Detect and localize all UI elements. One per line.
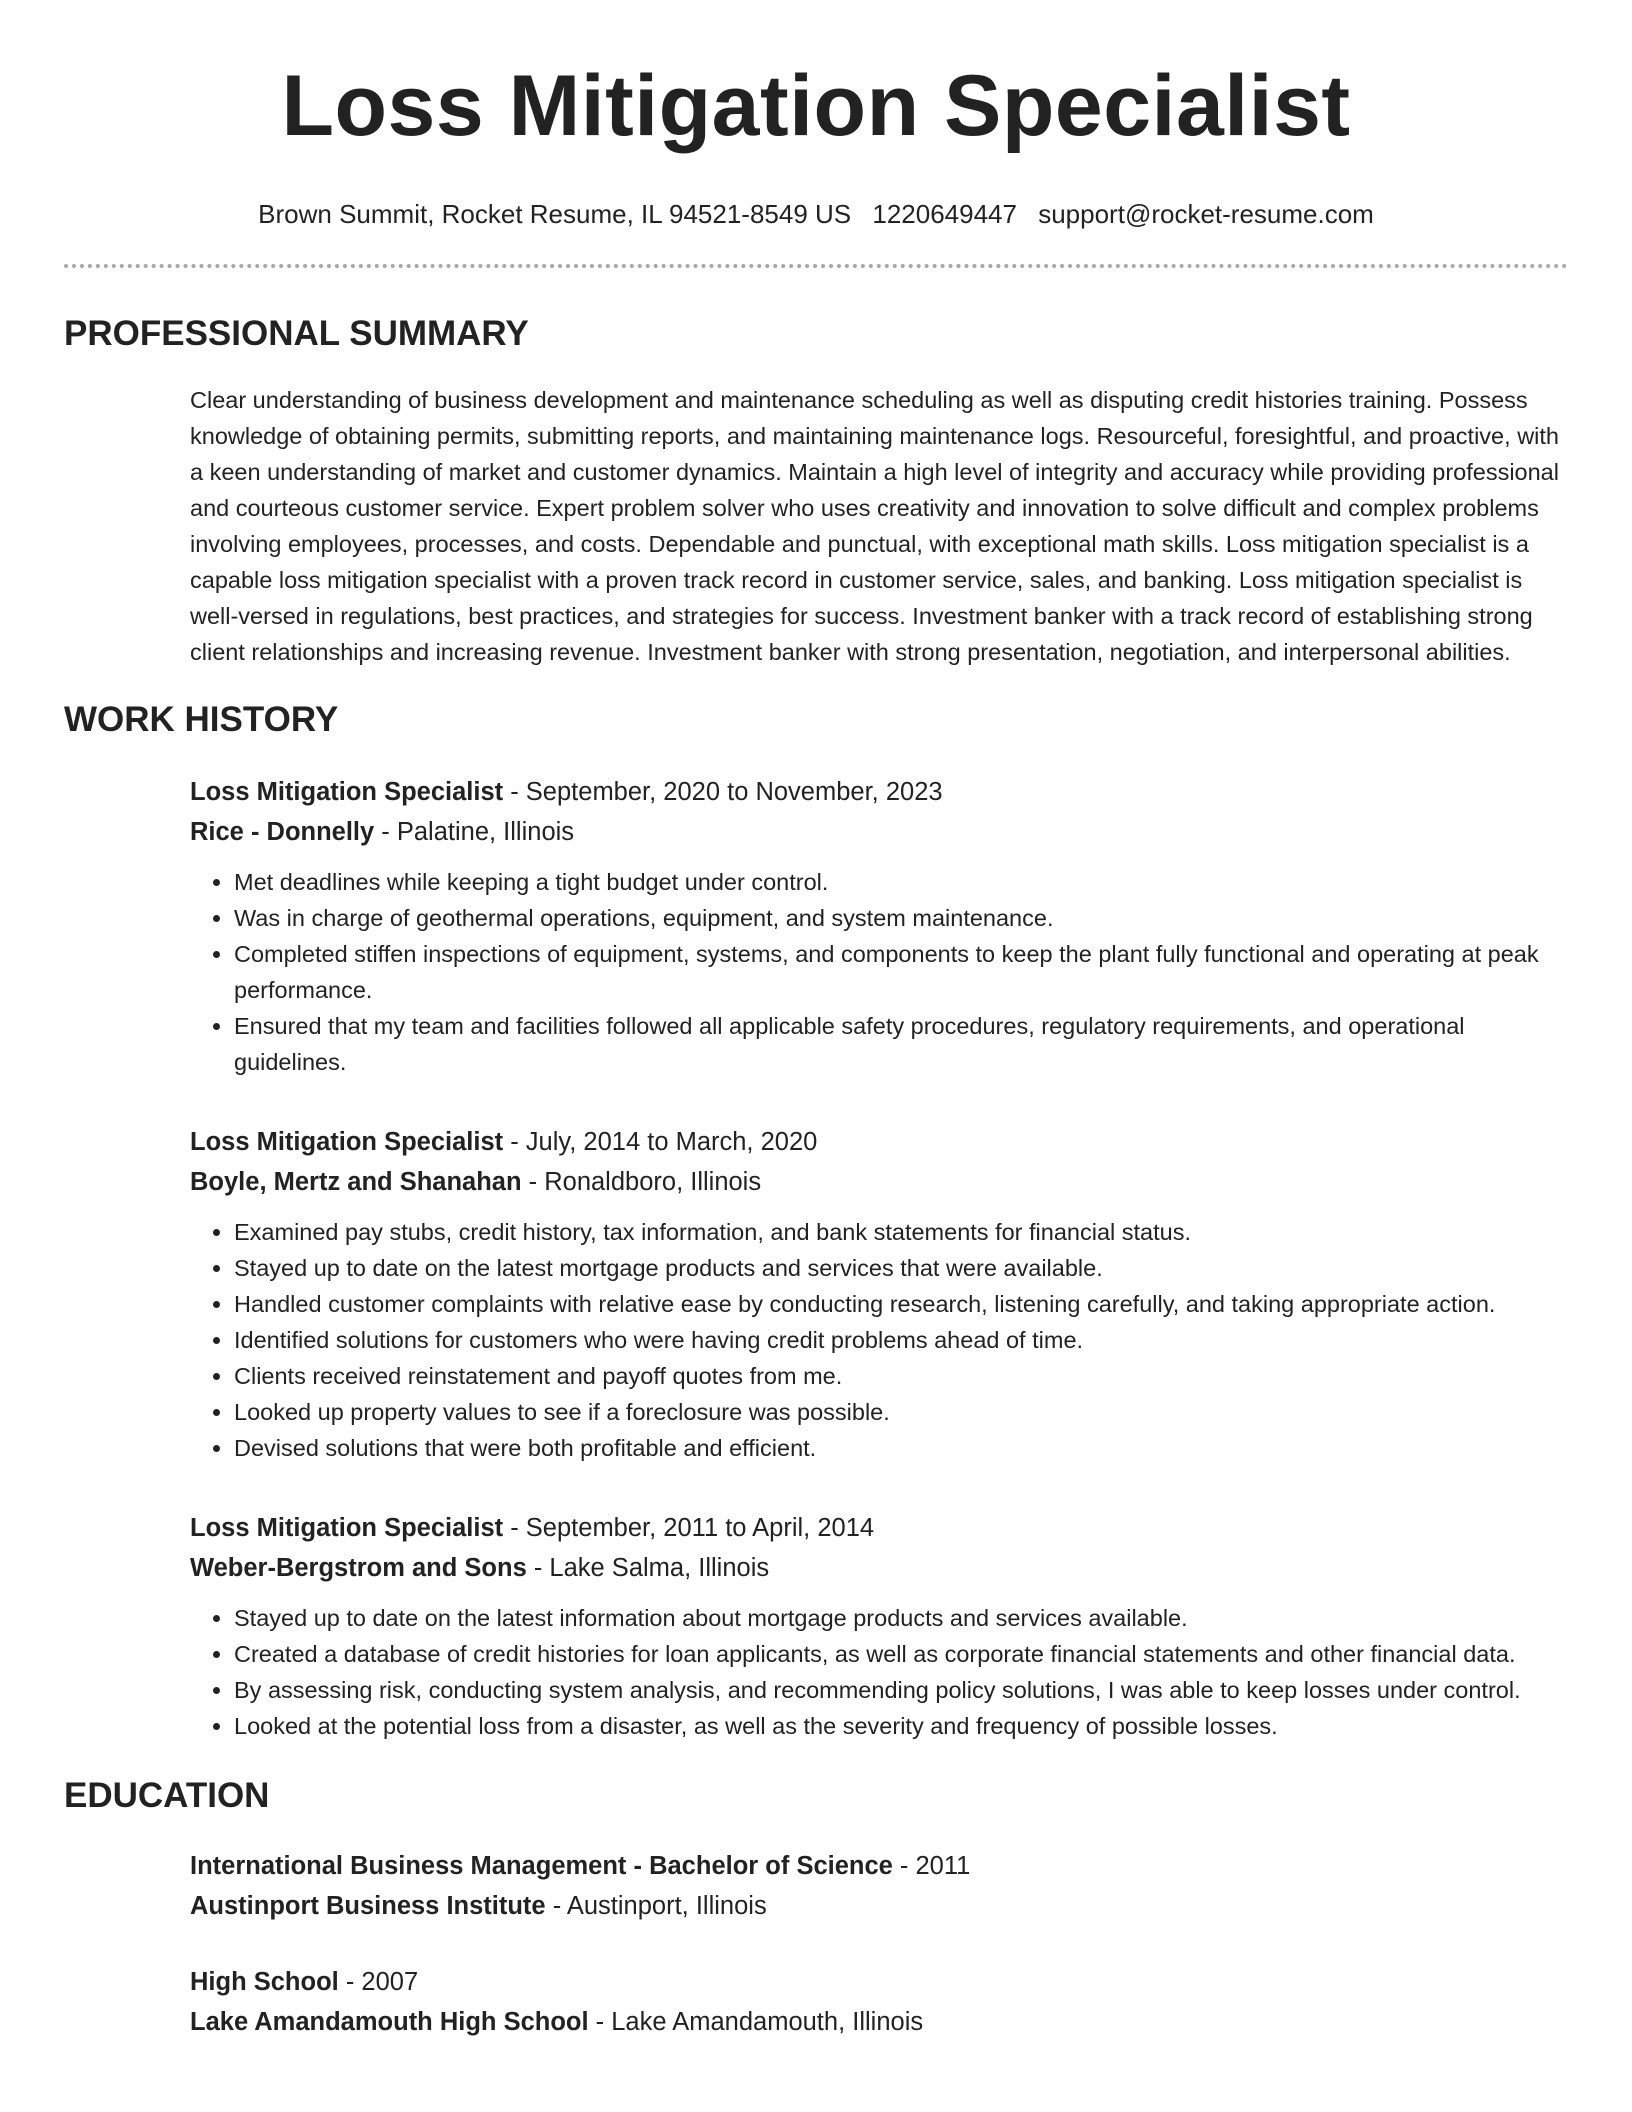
job-company: Weber-Bergstrom and Sons bbox=[190, 1554, 527, 1582]
job-bullet: • Completed stiffen inspections of equipment, systems, and components to keep the plant fully functional and operating at peak performance. bbox=[234, 936, 1568, 1008]
job-role: Loss Mitigation Specialist bbox=[190, 1514, 504, 1542]
job-role: Loss Mitigation Specialist bbox=[190, 1128, 504, 1156]
job-bullets bbox=[190, 1214, 1568, 1466]
job-company: Rice - Donnelly bbox=[190, 818, 375, 846]
job-entry bbox=[190, 1508, 1568, 1744]
job-bullet: • Clients received reinstatement and payoff quotes from me. bbox=[234, 1358, 1568, 1394]
summary-heading: PROFESSIONAL SUMMARY bbox=[64, 314, 529, 353]
job-dates: - September, 2011 to April, 2014 bbox=[503, 1514, 875, 1542]
job-location: - Palatine, Illinois bbox=[374, 818, 575, 846]
job-company-line bbox=[190, 1162, 1568, 1202]
job-company-line bbox=[190, 1548, 1568, 1588]
education-degree-line bbox=[190, 1846, 1568, 1886]
education-school-line bbox=[190, 1886, 1568, 1926]
job-bullet: • Ensured that my team and facilities followed all applicable safety procedures, regulatory requirements, and operational guidelines. bbox=[234, 1008, 1568, 1080]
work-history-section bbox=[64, 698, 1568, 1744]
candidate-name: Loss Mitigation Specialist bbox=[281, 58, 1351, 154]
job-dates: - July, 2014 to March, 2020 bbox=[503, 1128, 818, 1156]
education-location: - Austinport, Illinois bbox=[545, 1892, 767, 1920]
contact-email[interactable]: support@rocket-resume.com bbox=[1038, 199, 1374, 229]
job-entry bbox=[190, 772, 1568, 1080]
job-bullet: • Examined pay stubs, credit history, tax information, and bank statements for financial status. bbox=[234, 1214, 1568, 1250]
header-divider bbox=[64, 264, 1568, 268]
job-bullet: • Created a database of credit histories for loan applicants, as well as corporate financial statements and other financial data. bbox=[234, 1636, 1568, 1672]
education-degree-line bbox=[190, 1962, 1568, 2002]
job-location: - Ronaldboro, Illinois bbox=[521, 1168, 762, 1196]
education-entry bbox=[190, 1846, 1568, 1926]
job-company: Boyle, Mertz and Shanahan bbox=[190, 1168, 522, 1196]
education-entry bbox=[190, 1962, 1568, 2042]
contact-line bbox=[64, 198, 1568, 230]
job-location: - Lake Salma, Illinois bbox=[526, 1554, 770, 1582]
contact-address: Brown Summit, Rocket Resume, IL 94521-8549 US bbox=[258, 199, 852, 229]
job-bullet: • Was in charge of geothermal operations, equipment, and system maintenance. bbox=[234, 900, 1568, 936]
education-school-line bbox=[190, 2002, 1568, 2042]
education-year: - 2007 bbox=[338, 1968, 419, 1996]
education-heading: EDUCATION bbox=[64, 1776, 270, 1815]
job-bullet: • Looked at the potential loss from a disaster, as well as the severity and frequency of possible losses. bbox=[234, 1708, 1568, 1744]
job-bullet: • Stayed up to date on the latest information about mortgage products and services available. bbox=[234, 1600, 1568, 1636]
summary-section bbox=[64, 312, 1568, 670]
job-dates: - September, 2020 to November, 2023 bbox=[503, 778, 943, 806]
education-school: Lake Amandamouth High School bbox=[190, 2008, 589, 2036]
job-title-line bbox=[190, 772, 1568, 812]
education-section bbox=[64, 1774, 1568, 2042]
education-location: - Lake Amandamouth, Illinois bbox=[588, 2008, 924, 2036]
job-bullets bbox=[190, 864, 1568, 1080]
job-role: Loss Mitigation Specialist bbox=[190, 778, 504, 806]
summary-text: Clear understanding of business development and maintenance scheduling as well as disputing credit histories training. Possess knowledge of obtaining permits, submitting reports, and maintaining maintenance logs. Resourceful, foresightful, and proactive, with a keen understanding of market and customer dynamics. Maintain a high level of integrity and accuracy while providing professional and courteous customer service. Expert problem solver who uses creativity and innovation to solve difficult and complex problems involving employees, processes, and costs. Dependable and punctual, with exceptional math skills. Loss mitigation specialist is a capable loss mitigation specialist with a proven track record in customer service, sales, and banking. Loss mitigation specialist is well-versed in regulations, best practices, and strategies for success. Investment banker with a track record of establishing strong client relationships and increasing revenue. Investment banker with strong presentation, negotiation, and interpersonal abilities. bbox=[190, 387, 1559, 665]
contact-phone: 1220649447 bbox=[872, 199, 1017, 229]
job-bullet: • Identified solutions for customers who were having credit problems ahead of time. bbox=[234, 1322, 1568, 1358]
job-bullet: • Met deadlines while keeping a tight budget under control. bbox=[234, 864, 1568, 900]
education-school: Austinport Business Institute bbox=[190, 1892, 546, 1920]
job-bullet: • By assessing risk, conducting system analysis, and recommending policy solutions, I was able to keep losses under control. bbox=[234, 1672, 1568, 1708]
education-degree: High School bbox=[190, 1968, 339, 1996]
work-history-heading: WORK HISTORY bbox=[64, 700, 339, 739]
education-degree: International Business Management - Bachelor of Science bbox=[190, 1852, 893, 1880]
job-title-line bbox=[190, 1508, 1568, 1548]
job-title-line bbox=[190, 1122, 1568, 1162]
job-bullet: • Devised solutions that were both profitable and efficient. bbox=[234, 1430, 1568, 1466]
job-entry bbox=[190, 1122, 1568, 1466]
education-year: - 2011 bbox=[892, 1852, 971, 1880]
job-bullet: • Looked up property values to see if a foreclosure was possible. bbox=[234, 1394, 1568, 1430]
job-company-line bbox=[190, 812, 1568, 852]
job-bullets bbox=[190, 1600, 1568, 1744]
job-bullet: • Stayed up to date on the latest mortgage products and services that were available. bbox=[234, 1250, 1568, 1286]
job-bullet: • Handled customer complaints with relative ease by conducting research, listening carefully, and taking appropriate action. bbox=[234, 1286, 1568, 1322]
